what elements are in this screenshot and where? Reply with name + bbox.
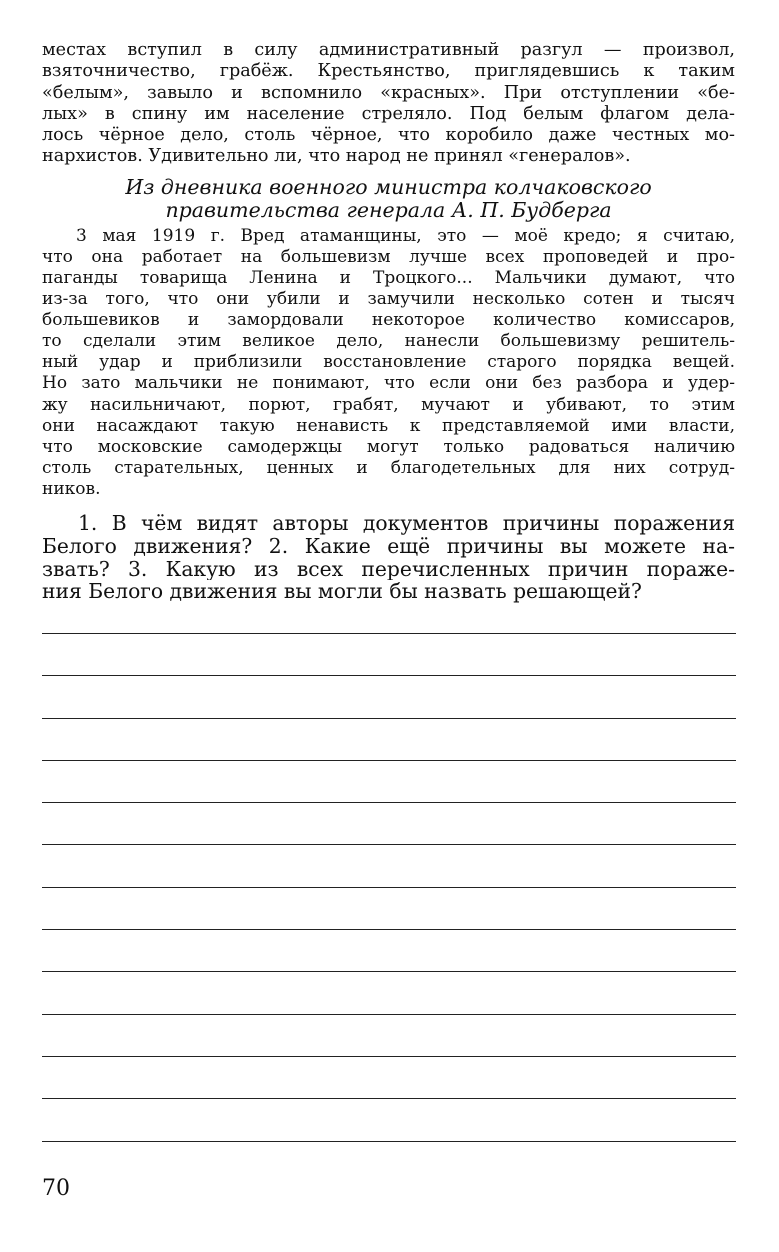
question-line: Белого движения? 2. Какие ещё причины вы можете на-: [42, 534, 735, 558]
text-line: Но зато мальчики не понимают, что если они без разбора и удер-: [42, 373, 735, 394]
answer-line[interactable]: [42, 1098, 736, 1099]
answer-line[interactable]: [42, 675, 736, 676]
text-line: большевиков и замордовали некоторое количество комиссаров,: [42, 310, 735, 331]
text-line: то сделали этим великое дело, нанесли большевизму решитель-: [42, 331, 735, 352]
text-line: ников.: [42, 478, 101, 499]
text-line: 3 мая 1919 г. Вред атаманщины, это — моё кредо; я считаю,: [76, 225, 735, 246]
answer-line[interactable]: [42, 844, 736, 845]
page-number: 70: [42, 1176, 70, 1201]
questions-block: [42, 512, 735, 603]
answer-line[interactable]: [42, 1056, 736, 1057]
text-line: из-за того, что они убили и замучили несколько сотен и тысяч: [42, 289, 735, 310]
answer-lines[interactable]: [42, 633, 736, 1183]
text-line: «белым», завыло и вспомнило «красных». При отступлении «бе-: [42, 82, 735, 103]
answer-line[interactable]: [42, 1014, 736, 1015]
answer-line[interactable]: [42, 929, 736, 930]
answer-line[interactable]: [42, 887, 736, 888]
answer-line[interactable]: [42, 718, 736, 719]
heading-line-1: Из дневника военного министра колчаковского: [125, 174, 652, 199]
document-heading: [42, 176, 735, 222]
answer-line[interactable]: [42, 802, 736, 803]
answer-line[interactable]: [42, 971, 736, 972]
text-line: что московские самодержцы могут только радоваться наличию: [42, 436, 735, 457]
text-line: взяточничество, грабёж. Крестьянство, приглядевшись к таким: [42, 61, 735, 82]
answer-line[interactable]: [42, 1141, 736, 1142]
text-line: местах вступил в силу административный разгул — произвол,: [42, 40, 735, 60]
question-line: звать? 3. Какую из всех перечисленных причин пораже-: [42, 557, 735, 581]
text-line: жу насильничают, порют, грабят, мучают и убивают, то этим: [42, 394, 735, 415]
text-line: лось чёрное дело, столь чёрное, что коробило даже честных мо-: [42, 125, 735, 146]
text-line: они насаждают такую ненависть к представляемой ими власти,: [42, 415, 735, 436]
text-line: что она работает на большевизм лучше всех проповедей и про-: [42, 246, 735, 267]
question-line: ния Белого движения вы могли бы назвать решающей?: [42, 580, 642, 604]
text-line: ный удар и приблизили восстановление старого порядка вещей.: [42, 352, 735, 373]
diary-paragraph: [42, 226, 735, 500]
text-line: паганды товарища Ленина и Троцкого... Мальчики думают, что: [42, 267, 735, 288]
answer-line[interactable]: [42, 633, 736, 634]
question-line: 1. В чём видят авторы документов причины поражения: [78, 512, 735, 535]
page-content: [42, 40, 735, 603]
text-line: нархистов. Удивительно ли, что народ не принял «генералов».: [42, 146, 631, 167]
heading-line-2: правительства генерала А. П. Будберга: [165, 197, 612, 222]
answer-line[interactable]: [42, 760, 736, 761]
text-line: столь старательных, ценных и благодетельных для них сотруд-: [42, 457, 735, 478]
text-line: лых» в спину им население стреляло. Под белым флагом дела-: [42, 103, 735, 124]
intro-paragraph: [42, 40, 735, 168]
